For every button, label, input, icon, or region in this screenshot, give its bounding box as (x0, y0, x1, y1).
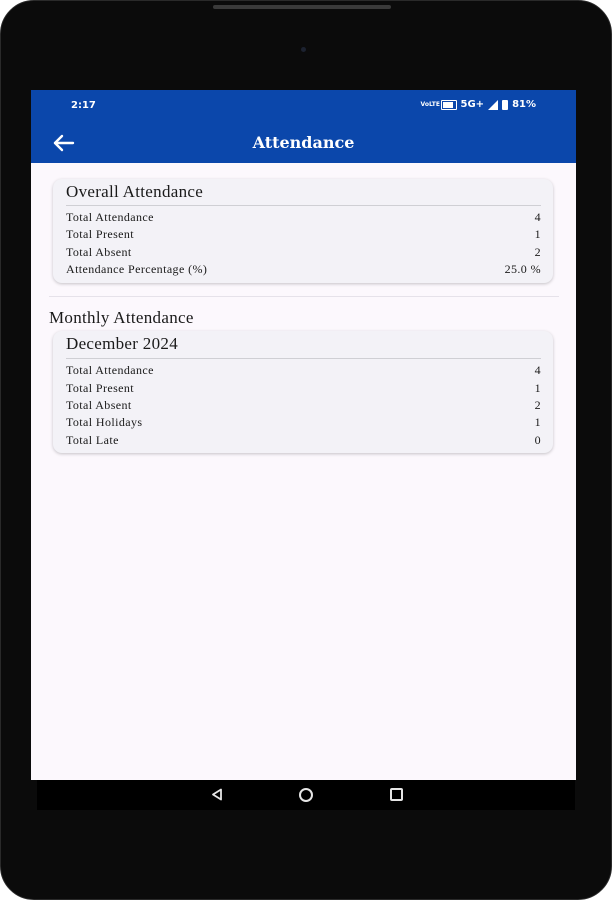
section-divider (49, 296, 559, 297)
status-icons (421, 99, 536, 110)
stat-value: 0 (534, 433, 541, 447)
stat-label: Total Holidays (66, 415, 143, 429)
network-type: 5G+ (460, 99, 485, 110)
stat-row (66, 398, 541, 415)
stat-row (66, 227, 541, 244)
status-time: 2:17 (71, 100, 96, 111)
stat-row (66, 433, 541, 450)
nav-recents-button[interactable] (390, 788, 403, 801)
stat-value: 2 (534, 245, 541, 259)
stat-value: 4 (534, 363, 541, 377)
stat-row (66, 381, 541, 398)
stat-label: Total Late (66, 433, 119, 447)
nav-home-button[interactable] (299, 788, 313, 802)
stat-value: 1 (534, 381, 541, 395)
stat-row (66, 245, 541, 262)
stat-row (66, 415, 541, 432)
status-bar (31, 90, 576, 122)
stat-row (66, 363, 541, 380)
stat-label: Total Absent (66, 245, 132, 259)
stat-label: Total Present (66, 381, 135, 395)
signal-icon (488, 100, 498, 110)
volte-indicator: VoLTE (420, 100, 440, 108)
app-bar (31, 122, 576, 163)
month-title: December 2024 (66, 334, 178, 353)
card-divider (66, 205, 541, 206)
triangle-back-icon (211, 788, 223, 801)
battery-percentage: 81% (512, 99, 536, 110)
stat-label: Total Attendance (66, 210, 154, 224)
monthly-section-title: Monthly Attendance (49, 308, 194, 327)
card-divider (66, 358, 541, 359)
battery-icon (502, 100, 508, 110)
stat-value: 4 (534, 210, 541, 224)
nav-back-button[interactable] (211, 788, 223, 806)
stat-value: 2 (534, 398, 541, 412)
stat-value: 1 (534, 415, 541, 429)
app-screen (31, 90, 576, 780)
stat-row (66, 262, 541, 279)
monthly-attendance-card (53, 331, 553, 453)
stat-label: Attendance Percentage (%) (66, 262, 208, 276)
system-nav-bar (37, 780, 575, 810)
stat-value: 1 (534, 227, 541, 241)
volte-battery-icon (441, 100, 457, 110)
overall-attendance-card (53, 179, 553, 283)
overall-card-title: Overall Attendance (66, 182, 204, 201)
stat-label: Total Present (66, 227, 135, 241)
stat-row (66, 210, 541, 227)
stat-label: Total Absent (66, 398, 132, 412)
device-top-edge (213, 5, 391, 9)
stat-value: 25.0 % (504, 262, 541, 276)
stat-label: Total Attendance (66, 363, 154, 377)
front-camera (301, 47, 306, 52)
page-title: Attendance (252, 133, 355, 152)
